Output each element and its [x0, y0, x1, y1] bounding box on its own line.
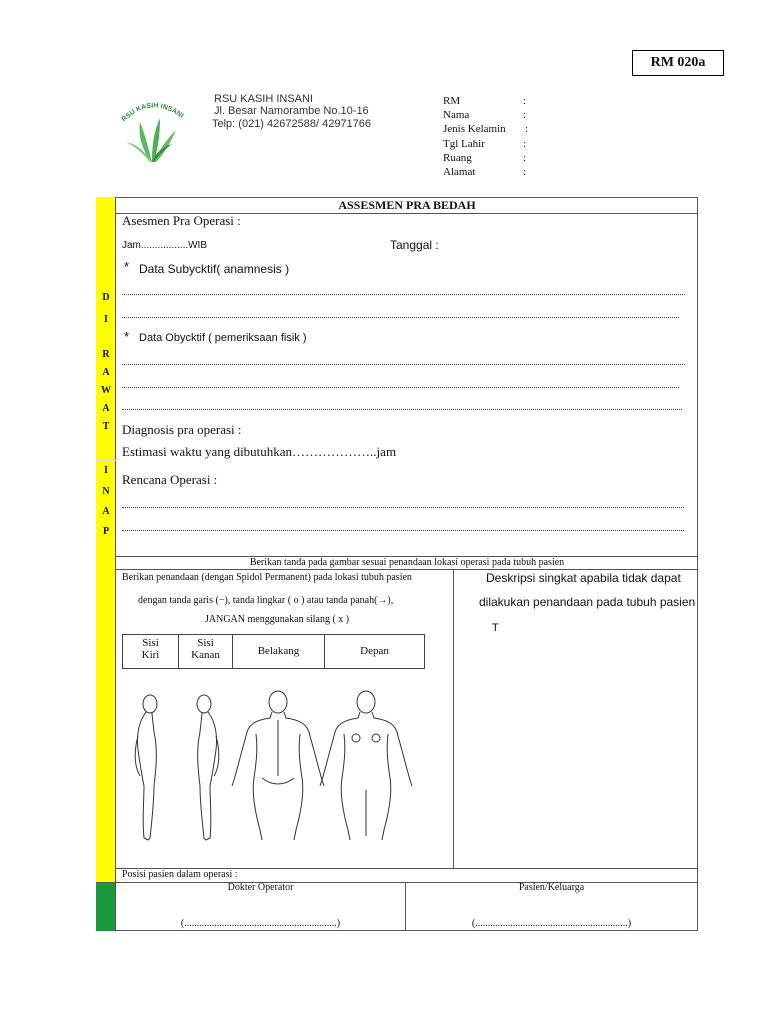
- column-label: Kiri: [141, 649, 160, 661]
- objective-line-3[interactable]: [122, 409, 682, 410]
- objective-line-2[interactable]: [122, 387, 679, 388]
- body-figure-right-side[interactable]: [197, 695, 219, 840]
- body-diagram[interactable]: [122, 690, 422, 852]
- column-label: Sisi: [142, 637, 159, 649]
- objective-line-1[interactable]: [122, 364, 685, 365]
- bullet-marker: *: [124, 329, 130, 344]
- hospital-address: Jl. Besar Namorambe No.10-16: [214, 105, 369, 117]
- sidebar-letter: N: [102, 486, 110, 497]
- patient-position-field[interactable]: Posisi pasien dalam operasi :: [122, 869, 238, 880]
- hospital-logo: [112, 92, 192, 172]
- field-colon: :: [523, 152, 527, 164]
- marking-column-divider: [453, 569, 454, 868]
- column-label: Depan: [360, 645, 389, 657]
- sidebar-letter: A: [102, 367, 110, 378]
- field-label: Alamat: [443, 166, 476, 178]
- body-figure-left-side[interactable]: [135, 695, 157, 840]
- field-colon: :: [523, 109, 527, 121]
- hospital-phone: Telp: (021) 42672588/ 42971766: [212, 118, 372, 130]
- field-colon: :: [523, 138, 527, 150]
- sidebar-letter: R: [102, 349, 110, 360]
- subjective-line-2[interactable]: [122, 317, 679, 318]
- patient-field-ruang[interactable]: [443, 151, 538, 166]
- view-column-sisi-kiri[interactable]: [123, 635, 179, 668]
- column-label: Sisi: [197, 637, 214, 649]
- jam-field[interactable]: Jam.................WIB: [122, 240, 208, 251]
- operation-plan-label: Rencana Operasi :: [122, 472, 218, 487]
- sidebar-signature-band: [96, 883, 116, 931]
- sidebar-letter: A: [102, 506, 110, 517]
- estimated-time-field[interactable]: Estimasi waktu yang dibutuhkan………………..jam: [122, 444, 397, 459]
- sidebar-letter: P: [102, 526, 110, 537]
- diagnosis-label[interactable]: Diagnosis pra operasi :: [122, 422, 242, 437]
- description-heading: Deskripsi singkat apabila tidak dapat: [486, 571, 681, 585]
- operation-plan-line-2[interactable]: [122, 530, 684, 531]
- view-column-sisi-kanan[interactable]: [179, 635, 233, 668]
- doctor-signature-label: Dokter Operator: [227, 882, 294, 893]
- field-label: RM: [443, 95, 461, 107]
- field-colon: :: [523, 166, 527, 178]
- body-figure-back[interactable]: [232, 691, 324, 840]
- patient-field-tgl-lahir[interactable]: [443, 137, 538, 152]
- sidebar-letter: I: [104, 465, 108, 476]
- tanggal-field[interactable]: Tanggal :: [390, 238, 439, 252]
- sidebar-letter: W: [101, 385, 111, 396]
- sidebar-letter: A: [102, 403, 110, 414]
- sidebar-letter: I: [104, 314, 108, 325]
- sidebar-letter: D: [102, 292, 110, 303]
- hospital-name: RSU KASIH INSANI: [214, 93, 314, 105]
- view-column-belakang[interactable]: [233, 635, 325, 668]
- marking-instruction: Berikan penandaan (dengan Spidol Permanent) pada lokasi tubuh pasien: [122, 572, 412, 583]
- field-label: Tgl Lahir: [443, 138, 485, 150]
- subjective-line-1[interactable]: [122, 294, 685, 295]
- bullet-marker: *: [124, 259, 130, 274]
- patient-field-jenis-kelamin[interactable]: [443, 122, 538, 137]
- field-label: Nama: [443, 109, 470, 121]
- objective-data-label: Data Obycktif ( pemeriksaan fisik ): [139, 332, 307, 344]
- patient-field-nama[interactable]: [443, 108, 538, 123]
- field-colon: :: [523, 95, 527, 107]
- column-label: Belakang: [257, 645, 300, 657]
- form-code-box: RM 020a: [632, 50, 724, 76]
- doctor-signature-line[interactable]: (.............................................................): [180, 918, 341, 929]
- operation-plan-line-1[interactable]: [122, 507, 684, 508]
- patient-field-rm[interactable]: [443, 94, 538, 109]
- patient-signature-label: Pasien/Keluarga: [518, 882, 585, 893]
- body-figure-front[interactable]: [320, 691, 412, 840]
- column-label: Kanan: [191, 649, 220, 661]
- patient-signature-line[interactable]: (.............................................................): [471, 918, 632, 929]
- sidebar-letter: T: [102, 421, 110, 432]
- field-label: Ruang: [443, 152, 472, 164]
- description-heading: dilakukan penandaan pada tubuh pasien: [479, 595, 696, 609]
- section-asesmen-heading: Asesmen Pra Operasi :: [122, 213, 241, 228]
- marking-instruction: JANGAN menggunakan silang ( x ): [205, 614, 350, 625]
- view-column-depan[interactable]: [325, 635, 424, 668]
- subjective-data-label: Data Subycktif( anamnesis ): [139, 262, 290, 276]
- form-title: ASSESMEN PRA BEDAH: [116, 197, 698, 214]
- patient-field-alamat[interactable]: [443, 165, 538, 180]
- marking-view-table: [122, 634, 425, 669]
- description-input[interactable]: T: [492, 622, 499, 634]
- marking-instruction: dengan tanda garis (−), tanda lingkar ( o ) atau tanda panah(→),: [138, 595, 394, 606]
- sidebar-divider: [96, 460, 116, 461]
- svg-text:RSU KASIH INSANI: RSU KASIH INSANI: [120, 102, 185, 124]
- field-label: Jenis Kelamin: [443, 123, 506, 135]
- section-divider: [116, 569, 698, 570]
- marking-header: Berikan tanda pada gambar sesuai penandaan lokasi operasi pada tubuh pasien: [249, 557, 565, 568]
- field-colon: :: [525, 123, 529, 135]
